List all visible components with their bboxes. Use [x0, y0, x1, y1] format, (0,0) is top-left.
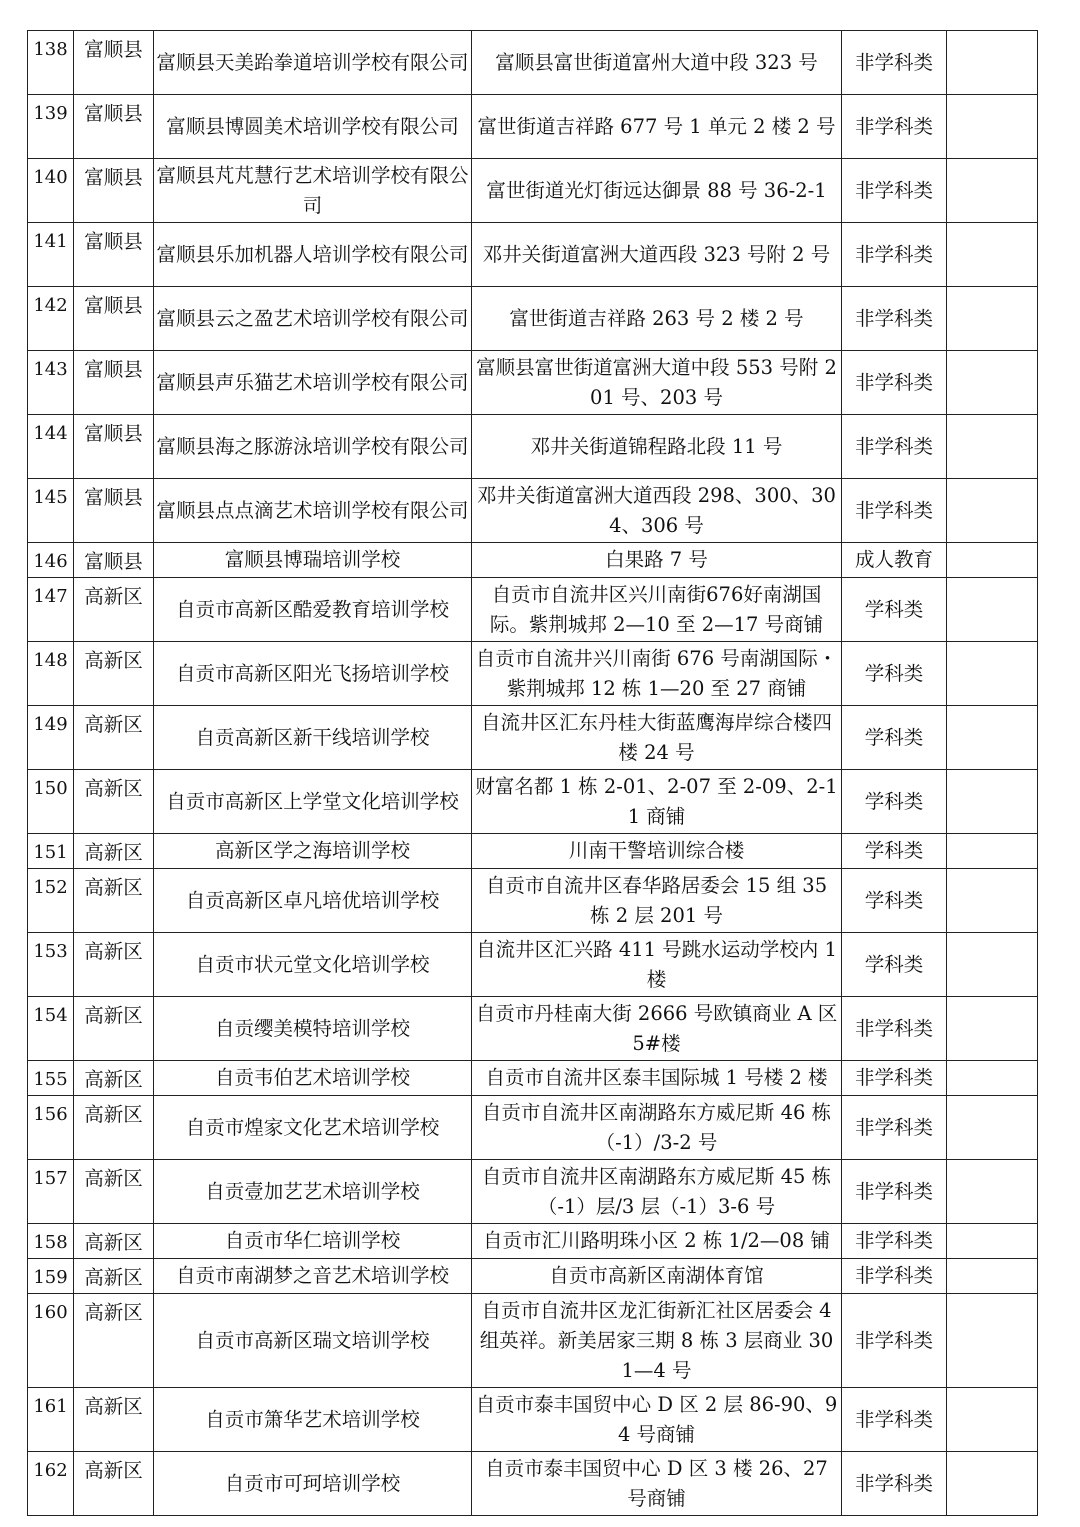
- note-cell: [947, 933, 1038, 997]
- school-name-cell: 自贡市南湖梦之音艺术培训学校: [154, 1259, 472, 1294]
- address-cell: 自贡市汇川路明珠小区 2 栋 1/2—08 铺: [472, 1224, 842, 1259]
- school-name-cell: 自贡市煌家文化艺术培训学校: [154, 1096, 472, 1160]
- table-row: [28, 869, 1038, 933]
- category-cell: 学科类: [842, 642, 947, 706]
- address-cell: 自贡市自流井区泰丰国际城 1 号楼 2 楼: [472, 1061, 842, 1096]
- school-name-cell: 自贡壹加艺艺术培训学校: [154, 1160, 472, 1224]
- category-cell: 非学科类: [842, 415, 947, 479]
- school-name-cell: 富顺县云之盈艺术培训学校有限公司: [154, 287, 472, 351]
- category-cell: 成人教育: [842, 543, 947, 578]
- address-cell: 自贡市自流井区春华路居委会 15 组 35 栋 2 层 201 号: [472, 869, 842, 933]
- row-number: 140: [28, 159, 74, 223]
- table-row: [28, 1160, 1038, 1224]
- category-cell: 非学科类: [842, 223, 947, 287]
- note-cell: [947, 1061, 1038, 1096]
- table-row: [28, 1061, 1038, 1096]
- table-row: [28, 95, 1038, 159]
- note-cell: [947, 1294, 1038, 1388]
- school-name-cell: 自贡市状元堂文化培训学校: [154, 933, 472, 997]
- note-cell: [947, 770, 1038, 834]
- address-cell: 财富名都 1 栋 2-01、2-07 至 2-09、2-11 商铺: [472, 770, 842, 834]
- category-cell: 学科类: [842, 834, 947, 869]
- district-cell: 高新区: [74, 642, 154, 706]
- address-cell: 自贡市自流井区南湖路东方威尼斯 46 栋（-1）/3-2 号: [472, 1096, 842, 1160]
- note-cell: [947, 1259, 1038, 1294]
- district-cell: 高新区: [74, 1061, 154, 1096]
- row-number: 138: [28, 31, 74, 95]
- address-cell: 自流井区汇东丹桂大街蓝鹰海岸综合楼四楼 24 号: [472, 706, 842, 770]
- table-row: [28, 1294, 1038, 1388]
- category-cell: 非学科类: [842, 31, 947, 95]
- school-name-cell: 富顺县芃芃慧行艺术培训学校有限公司: [154, 159, 472, 223]
- district-cell: 高新区: [74, 1224, 154, 1259]
- row-number: 155: [28, 1061, 74, 1096]
- category-cell: 非学科类: [842, 1259, 947, 1294]
- address-cell: 自贡市丹桂南大街 2666 号欧镇商业 A 区 5#楼: [472, 997, 842, 1061]
- district-cell: 高新区: [74, 997, 154, 1061]
- note-cell: [947, 543, 1038, 578]
- school-name-cell: 自贡市高新区上学堂文化培训学校: [154, 770, 472, 834]
- address-cell: 自贡市自流井区兴川南街676好南湖国际。紫荆城邦 2—10 至 2—17 号商铺: [472, 578, 842, 642]
- address-cell: 邓井关街道锦程路北段 11 号: [472, 415, 842, 479]
- district-cell: 富顺县: [74, 351, 154, 415]
- row-number: 142: [28, 287, 74, 351]
- row-number: 145: [28, 479, 74, 543]
- table-row: [28, 997, 1038, 1061]
- category-cell: 非学科类: [842, 1224, 947, 1259]
- category-cell: 学科类: [842, 869, 947, 933]
- district-cell: 富顺县: [74, 415, 154, 479]
- note-cell: [947, 997, 1038, 1061]
- district-cell: 高新区: [74, 1452, 154, 1516]
- district-cell: 富顺县: [74, 223, 154, 287]
- category-cell: 非学科类: [842, 479, 947, 543]
- table-row: [28, 1096, 1038, 1160]
- note-cell: [947, 1388, 1038, 1452]
- table-row: [28, 706, 1038, 770]
- note-cell: [947, 706, 1038, 770]
- table-row: [28, 543, 1038, 578]
- district-cell: 富顺县: [74, 287, 154, 351]
- school-name-cell: 自贡市高新区酷爱教育培训学校: [154, 578, 472, 642]
- table-row: [28, 223, 1038, 287]
- school-name-cell: 自贡市可珂培训学校: [154, 1452, 472, 1516]
- district-cell: 高新区: [74, 770, 154, 834]
- school-name-cell: 富顺县乐加机器人培训学校有限公司: [154, 223, 472, 287]
- school-name-cell: 自贡韦伯艺术培训学校: [154, 1061, 472, 1096]
- category-cell: 学科类: [842, 578, 947, 642]
- address-cell: 自贡市自流井区南湖路东方威尼斯 45 栋（-1）层/3 层（-1）3-6 号: [472, 1160, 842, 1224]
- table-row: [28, 1224, 1038, 1259]
- school-name-cell: 自贡市高新区阳光飞扬培训学校: [154, 642, 472, 706]
- row-number: 153: [28, 933, 74, 997]
- note-cell: [947, 351, 1038, 415]
- note-cell: [947, 1096, 1038, 1160]
- note-cell: [947, 223, 1038, 287]
- district-cell: 富顺县: [74, 31, 154, 95]
- note-cell: [947, 479, 1038, 543]
- table-row: [28, 479, 1038, 543]
- note-cell: [947, 415, 1038, 479]
- school-name-cell: 富顺县点点滴艺术培训学校有限公司: [154, 479, 472, 543]
- table-row: [28, 578, 1038, 642]
- address-cell: 自贡市泰丰国贸中心 D 区 3 楼 26、27 号商铺: [472, 1452, 842, 1516]
- district-cell: 高新区: [74, 933, 154, 997]
- address-cell: 自贡市自流井区龙汇街新汇社区居委会 4 组英祥。新美居家三期 8 栋 3 层商业 301—4 号: [472, 1294, 842, 1388]
- row-number: 159: [28, 1259, 74, 1294]
- row-number: 156: [28, 1096, 74, 1160]
- row-number: 144: [28, 415, 74, 479]
- table-row: [28, 933, 1038, 997]
- district-cell: 富顺县: [74, 479, 154, 543]
- note-cell: [947, 642, 1038, 706]
- row-number: 158: [28, 1224, 74, 1259]
- address-cell: 富世街道吉祥路 263 号 2 楼 2 号: [472, 287, 842, 351]
- note-cell: [947, 834, 1038, 869]
- school-name-cell: 自贡市华仁培训学校: [154, 1224, 472, 1259]
- category-cell: 学科类: [842, 770, 947, 834]
- table-row: [28, 31, 1038, 95]
- school-name-cell: 富顺县天美跆拳道培训学校有限公司: [154, 31, 472, 95]
- row-number: 149: [28, 706, 74, 770]
- address-cell: 富顺县富世街道富洲大道中段 553 号附 201 号、203 号: [472, 351, 842, 415]
- address-cell: 富世街道光灯街远达御景 88 号 36-2-1: [472, 159, 842, 223]
- table-row: [28, 1259, 1038, 1294]
- school-name-cell: 富顺县海之豚游泳培训学校有限公司: [154, 415, 472, 479]
- category-cell: 非学科类: [842, 1452, 947, 1516]
- note-cell: [947, 287, 1038, 351]
- table-row: [28, 351, 1038, 415]
- note-cell: [947, 1224, 1038, 1259]
- category-cell: 非学科类: [842, 1388, 947, 1452]
- category-cell: 非学科类: [842, 1294, 947, 1388]
- category-cell: 学科类: [842, 706, 947, 770]
- address-cell: 富顺县富世街道富州大道中段 323 号: [472, 31, 842, 95]
- category-cell: 非学科类: [842, 351, 947, 415]
- district-cell: 高新区: [74, 869, 154, 933]
- table-row: [28, 159, 1038, 223]
- school-name-cell: 富顺县声乐猫艺术培训学校有限公司: [154, 351, 472, 415]
- row-number: 151: [28, 834, 74, 869]
- row-number: 141: [28, 223, 74, 287]
- address-cell: 自贡市泰丰国贸中心 D 区 2 层 86-90、94 号商铺: [472, 1388, 842, 1452]
- row-number: 162: [28, 1452, 74, 1516]
- category-cell: 非学科类: [842, 1160, 947, 1224]
- address-cell: 自流井区汇兴路 411 号跳水运动学校内 1 楼: [472, 933, 842, 997]
- address-cell: 邓井关街道富洲大道西段 298、300、304、306 号: [472, 479, 842, 543]
- row-number: 161: [28, 1388, 74, 1452]
- school-name-cell: 自贡市箫华艺术培训学校: [154, 1388, 472, 1452]
- row-number: 143: [28, 351, 74, 415]
- category-cell: 非学科类: [842, 997, 947, 1061]
- row-number: 146: [28, 543, 74, 578]
- institution-table: [27, 30, 1038, 1516]
- note-cell: [947, 869, 1038, 933]
- district-cell: 高新区: [74, 706, 154, 770]
- district-cell: 富顺县: [74, 543, 154, 578]
- address-cell: 自贡市自流井兴川南街 676 号南湖国际・紫荆城邦 12 栋 1—20 至 27 商铺: [472, 642, 842, 706]
- row-number: 148: [28, 642, 74, 706]
- district-cell: 高新区: [74, 578, 154, 642]
- note-cell: [947, 31, 1038, 95]
- table-row: [28, 1388, 1038, 1452]
- row-number: 152: [28, 869, 74, 933]
- note-cell: [947, 159, 1038, 223]
- address-cell: 白果路 7 号: [472, 543, 842, 578]
- row-number: 139: [28, 95, 74, 159]
- district-cell: 高新区: [74, 1160, 154, 1224]
- district-cell: 富顺县: [74, 95, 154, 159]
- table-row: [28, 642, 1038, 706]
- school-name-cell: 自贡市高新区瑞文培训学校: [154, 1294, 472, 1388]
- school-name-cell: 高新区学之海培训学校: [154, 834, 472, 869]
- table-row: [28, 834, 1038, 869]
- address-cell: 邓井关街道富洲大道西段 323 号附 2 号: [472, 223, 842, 287]
- table-row: [28, 770, 1038, 834]
- school-name-cell: 自贡高新区新干线培训学校: [154, 706, 472, 770]
- address-cell: 川南干警培训综合楼: [472, 834, 842, 869]
- address-cell: 富世街道吉祥路 677 号 1 单元 2 楼 2 号: [472, 95, 842, 159]
- note-cell: [947, 1160, 1038, 1224]
- category-cell: 非学科类: [842, 1061, 947, 1096]
- note-cell: [947, 578, 1038, 642]
- row-number: 160: [28, 1294, 74, 1388]
- address-cell: 自贡市高新区南湖体育馆: [472, 1259, 842, 1294]
- table-row: [28, 287, 1038, 351]
- school-name-cell: 富顺县博圆美术培训学校有限公司: [154, 95, 472, 159]
- district-cell: 高新区: [74, 834, 154, 869]
- school-name-cell: 富顺县博瑞培训学校: [154, 543, 472, 578]
- table-row: [28, 1452, 1038, 1516]
- table-row: [28, 415, 1038, 479]
- note-cell: [947, 95, 1038, 159]
- row-number: 147: [28, 578, 74, 642]
- district-cell: 高新区: [74, 1294, 154, 1388]
- note-cell: [947, 1452, 1038, 1516]
- table-body: [28, 31, 1038, 1516]
- category-cell: 非学科类: [842, 287, 947, 351]
- row-number: 154: [28, 997, 74, 1061]
- category-cell: 非学科类: [842, 95, 947, 159]
- category-cell: 学科类: [842, 933, 947, 997]
- row-number: 157: [28, 1160, 74, 1224]
- district-cell: 高新区: [74, 1259, 154, 1294]
- district-cell: 高新区: [74, 1388, 154, 1452]
- district-cell: 富顺县: [74, 159, 154, 223]
- category-cell: 非学科类: [842, 1096, 947, 1160]
- row-number: 150: [28, 770, 74, 834]
- school-name-cell: 自贡高新区卓凡培优培训学校: [154, 869, 472, 933]
- school-name-cell: 自贡缨美模特培训学校: [154, 997, 472, 1061]
- district-cell: 高新区: [74, 1096, 154, 1160]
- category-cell: 非学科类: [842, 159, 947, 223]
